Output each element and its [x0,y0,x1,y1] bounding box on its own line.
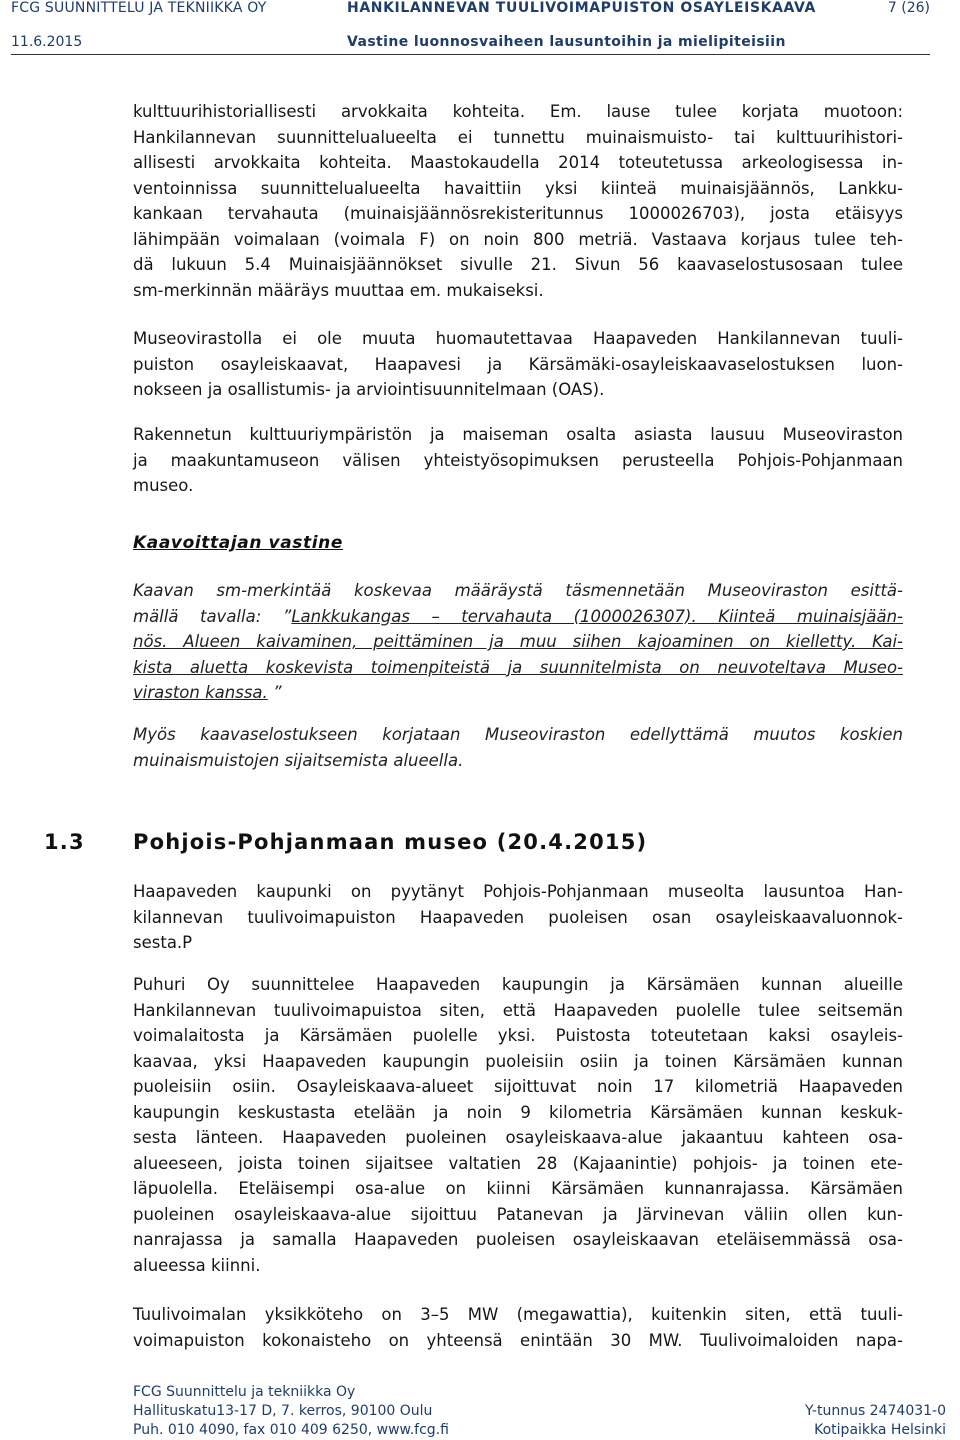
text-line: allisesti arvokkaita kohteita. Maastokaudella 2014 toteutetussa arkeologisessa in- [133,153,903,172]
underlined-line: nös. Alueen kaivaminen, peittäminen ja muu siihen kajoaminen on kielletty. Kai- [133,632,903,651]
text-line: Rakennetun kulttuuriympäristön ja maiseman osalta asiasta lausuu Museoviraston [133,425,903,444]
section-title: Pohjois-Pohjanmaan museo (20.4.2015) [133,830,648,854]
text-line: Kaavan sm-merkintää koskevaa määräystä täsmennetään Museoviraston esittä- [133,581,903,600]
header-title: HANKILANNEVAN TUULIVOIMAPUISTON OSAYLEISKAAVA [347,0,816,16]
paragraph-4 [133,879,903,956]
text-line: kaupungin keskustasta etelään ja noin 9 kilometria Kärsämäen kunnan keskuk- [133,1102,903,1122]
text-line: Hankilannevan tuulivoimapuistoa siten, että Haapaveden puolelle tulee seitsemän [133,1000,903,1020]
text-line: Museovirastolla ei ole muuta huomautettavaa Haapaveden Hankilannevan tuuli- [133,329,903,348]
text-line: nokseen ja osallistumis- ja arviointisuunnitelmaan (OAS). [133,380,605,399]
page-number: 7 (26) [887,0,930,16]
text-line: alueeseen, joista toinen sijaitsee valtatien 28 (Kajaanintie) pohjois- ja toinen ete- [133,1153,903,1173]
text-line: kulttuurihistoriallisesti arvokkaita kohteita. Em. lause tulee korjata muotoon: [133,102,903,121]
text-line: alueessa kiinni. [133,1255,261,1275]
paragraph-3 [133,422,903,499]
text-line: lähimpään voimalaan (voimala F) on noin 800 metriä. Vastaava korjaus tulee teh- [133,229,903,249]
text-line: ja maakuntamuseon välisen yhteistyösopimuksen perusteella Pohjois-Pohjanmaan [133,450,903,470]
text-fragment: ” [267,683,282,702]
paragraph-6 [133,1302,903,1353]
header-subtitle: Vastine luonnosvaiheen lausuntoihin ja mielipiteisiin [347,34,786,50]
text-line: Puhuri Oy suunnittelee Haapaveden kaupungin ja Kärsämäen kunnan alueille [133,975,903,994]
text-line: sm-merkinnän määräys muuttaa em. mukaiseksi. [133,280,544,300]
footer-row [133,1383,946,1402]
text-line: ventoinnissa suunnittelualueelta havaittiin yksi kiinteä muinaisjäännös, Lankku- [133,178,903,198]
text-line: Tuulivoimalan yksikköteho on 3–5 MW (megawattia), kuitenkin siten, että tuuli- [133,1305,903,1324]
text-line: voimalaitosta ja Kärsämäen puolelle yksi. Puistosta toteutetaan kaksi osayleis- [133,1026,903,1045]
text-line: kankaan tervahauta (muinaisjäännösrekisteritunnus 1000026703), josta etäisyys [133,204,903,223]
text-line: puiston osayleiskaavat, Haapavesi ja Kärsämäki-osayleiskaavaselostuksen luon- [133,354,903,374]
footer-address: Hallituskatu13-17 D, 7. kerros, 90100 Oulu [133,1403,433,1419]
text-line: muinaismuistojen sijaitsemista alueella. [133,750,464,770]
header-date: 11.6.2015 [11,34,83,50]
page-subheader [11,34,930,55]
text-line: dä lukuun 5.4 Muinaisjäännökset sivulle 21. Sivun 56 kaavaselostusosaan tulee [133,255,903,274]
text-line: sesta länteen. Haapaveden puoleinen osayleiskaava-alue jakaantuu kahteen osa- [133,1128,903,1147]
page-footer [133,1383,946,1440]
footer-domicile: Kotipaikka Helsinki [814,1422,946,1438]
footer-row [133,1402,946,1421]
footer-phone: Puh. 010 4090, fax 010 409 6250, www.fcg.fi [133,1422,449,1438]
footer-row [133,1421,946,1440]
footer-company: FCG Suunnittelu ja tekniikka Oy [133,1384,356,1400]
footer-ytunnus: Y-tunnus 2474031-0 [805,1403,946,1419]
text-fragment: mällä tavalla: ” [133,606,292,626]
paragraph-1 [133,99,903,303]
subheading-kaavoittajan-vastine: Kaavoittajan vastine [133,533,344,553]
text-line: voimapuiston kokonaisteho on yhteensä enintään 30 MW. Tuulivoimaloiden napa- [133,1330,903,1350]
text-line: museo. [133,476,194,495]
text-line: kaavaa, yksi Haapaveden kaupungin puoleisiin osiin ja toinen Kärsämäen kunnan [133,1051,903,1071]
text-line: Haapaveden kaupunki on pyytänyt Pohjois-Pohjanmaan museolta lausuntoa Han- [133,882,903,901]
text-line: Myös kaavaselostukseen korjataan Museoviraston edellyttämä muutos koskien [133,725,903,744]
paragraph-5 [133,972,903,1278]
text-line: puoleisiin osiin. Osayleiskaava-alueet sijoittuvat noin 17 kilometriä Haapaveden [133,1077,903,1096]
underlined-text: viraston kanssa. [133,683,268,702]
text-line: läpuolella. Eteläisempi osa-alue on kiinni Kärsämäen kunnanrajassa. Kärsämäen [133,1179,903,1198]
vastine-paragraph-2 [133,722,903,773]
text-line: sesta.P [133,933,193,952]
vastine-paragraph-1 [133,578,903,706]
header-company: FCG SUUNNITTELU JA TEKNIIKKA OY [11,0,267,16]
underlined-text: Lankkukangas – tervahauta (1000026307). Kiinteä muinaisjään- [291,606,903,626]
text-line [133,680,903,706]
text-line: nanrajassa ja samalla Haapaveden puoleisen osayleiskaavan eteläisemmässä osa- [133,1230,903,1249]
section-number: 1.3 [44,830,85,854]
text-line: puoleinen osayleiskaava-alue sijoittuu Patanevan ja Järvinevan väliin ollen kun- [133,1204,903,1224]
page-header [11,0,930,22]
text-line: kilannevan tuulivoimapuiston Haapaveden puoleisen osan osayleiskaavaluonnok- [133,907,903,927]
underlined-line: kista aluetta koskevista toimenpiteistä ja suunnitelmista on neuvoteltava Museo- [133,657,903,677]
text-line: Hankilannevan suunnittelualueelta ei tunnettu muinaismuisto- tai kulttuurihistori- [133,127,903,147]
paragraph-2 [133,326,903,403]
text-line [133,604,903,630]
